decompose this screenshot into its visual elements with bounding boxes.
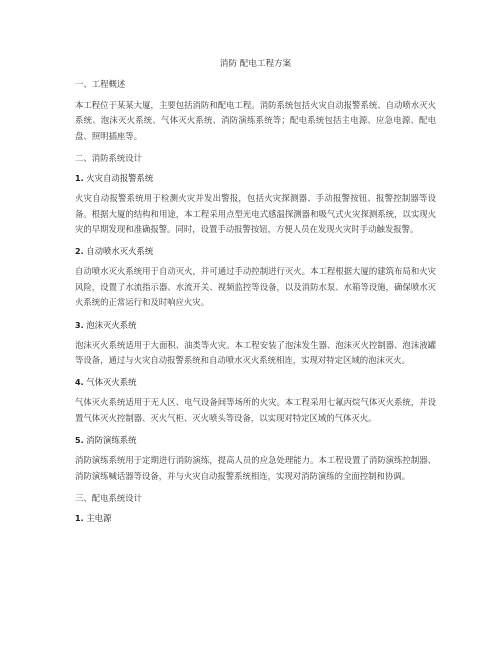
subheading-main-power [75,512,436,525]
section-heading-fire-system: 二、消防系统设计 [75,153,142,164]
paragraph-overview: 本工程位于某某大厦，主要包括消防和配电工程。消防系统包括火灾自动报警系统、自动喷水灭火系统、泡沫灭火系统、气体灭火系统、消防演练系统等；配电系统包括主电源、应急电源、配电盘、照明插座等。 [75,100,436,141]
subheading-text: 自动喷水灭火系统 [86,246,154,257]
subheading-text: 泡沫灭火系统 [86,319,137,330]
paragraph-gas: 气体灭火系统适用于无人区、电气设备间等场所的火灾。本工程采用七氟丙烷气体灭火系统，并设置气体灭火控制器、灭火气柜、灭火喷头等设备，以实现对特定区域的气体灭火。 [75,397,436,423]
paragraph-foam: 泡沫灭火系统适用于大面积、油类等火灾。本工程安装了泡沫发生器、泡沫灭火控制器、泡沫液罐等设备，通过与火灾自动报警系统和自动喷水灭火系统相连，实现对特定区域的泡沫灭火。 [75,339,436,366]
subheading-text: 气体灭火系统 [86,377,137,388]
subheading-fire-alarm [75,172,436,185]
subheading-number: 4. [75,378,84,388]
paragraph-drill: 消防演练系统用于定期进行消防演练，提高人员的应急处理能力。本工程设置了消防演练控制器、消防演练喊话器等设备，并与火灾自动报警系统相连，实现对消防演练的全面控制和协调。 [75,455,436,481]
subheading-number: 3. [75,320,84,330]
section-heading-power-system: 三、配电系统设计 [75,493,142,504]
subheading-number: 2. [75,247,84,257]
subheading-sprinkler [75,245,436,258]
paragraph-fire-alarm: 火灾自动报警系统用于检测火灾并发出警报，包括火灾探测器、手动报警按钮、报警控制器等设备。根据大厦的结构和用途，本工程采用点型光电式感温探测器和吸气式火灾探测系统，以实现火灾的早期发现和准确报警。同时，设置手动报警按钮，方便人员在发现火灾时手动触发报警。 [75,193,436,235]
subheading-text: 火灾自动报警系统 [86,173,154,184]
document-title: 消防 配电工程方案 [219,59,292,69]
subheading-number: 5. [75,436,84,446]
subheading-gas [75,376,436,389]
subheading-number: 1. [75,514,84,524]
paragraph-sprinkler: 自动喷水灭火系统用于自动灭火，并可通过手动控制进行灭火。本工程根据大厦的建筑布局和火灾风险，设置了水流指示器、水流开关、视频监控等设备，以及消防水泵、水箱等设施，确保喷水灭火系统的正常运行和及时响应火灾。 [75,266,436,308]
subheading-drill [75,434,436,447]
subheading-text: 消防演练系统 [86,435,137,446]
section-heading-overview: 一、工程概述 [75,79,126,89]
subheading-text: 主电源 [86,513,112,524]
subheading-foam [75,319,436,332]
subheading-number: 1. [75,174,84,184]
